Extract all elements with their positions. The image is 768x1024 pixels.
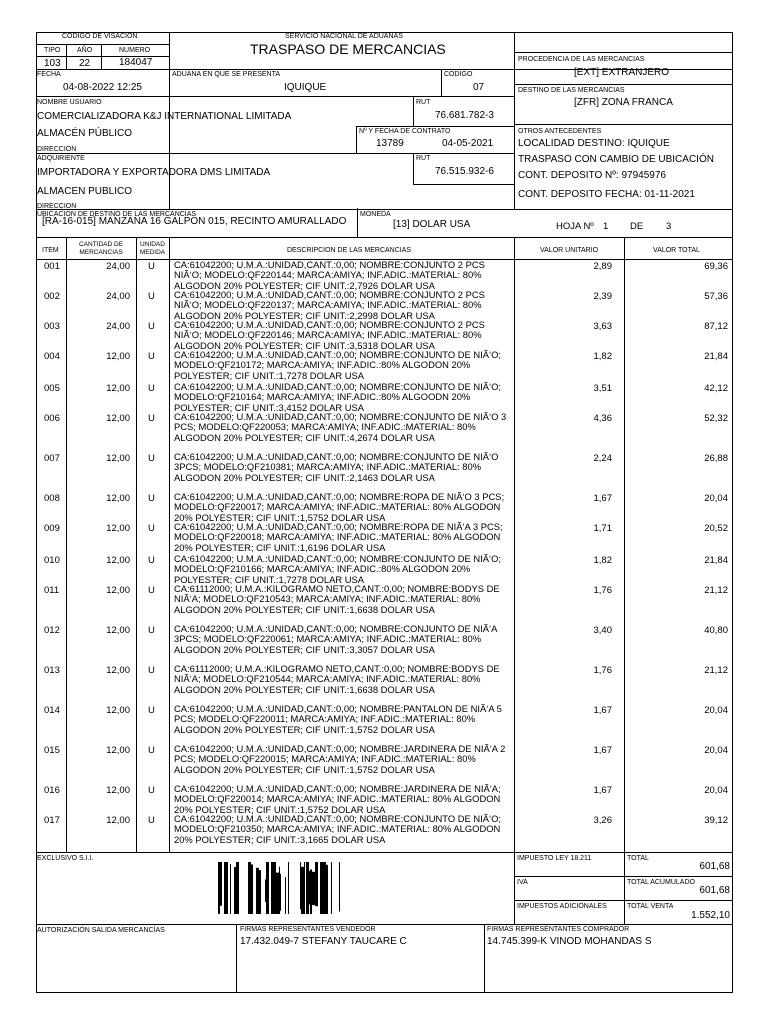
barcode-bar bbox=[331, 862, 332, 914]
autorizacion-label: AUTORIZACIÓN SALIDA MERCANCÍAS bbox=[37, 927, 165, 934]
row-item: 002 bbox=[44, 291, 60, 302]
row-item: 007 bbox=[44, 453, 60, 464]
row-descripcion: CA:61042200; U.M.A.:UNIDAD,CANT.:0,00; NOMBRE:CONJUNTO DE NIÃ‘O 3PCS; MODELO:QF210381; MARCA:AMIYA; INF.ADIC.:MATERIAL: 80% ALGODON 20% POLYESTER; CIF UNIT.:2,1463 DOLAR USA bbox=[174, 451, 499, 483]
row-unidad: U bbox=[148, 585, 155, 596]
barcode-bar bbox=[227, 862, 228, 914]
row-descripcion: CA:61042200; U.M.A.:UNIDAD,CANT.:0,00; NOMBRE:CONJUNTO 2 PCS NIÃ‘O; MODELO:QF220146; MARCA:AMIYA; INF.ADIC.:MATERIAL: 80% ALGODON 20% POLYESTER; CIF UNIT.:3,5318 DOLAR USA bbox=[174, 319, 485, 351]
otros-label: OTROS ANTECEDENTES bbox=[518, 128, 602, 135]
barcode-bar bbox=[276, 873, 279, 914]
barcode-bar bbox=[310, 869, 312, 914]
barcode-bar bbox=[280, 874, 281, 911]
divider bbox=[136, 237, 137, 852]
barcode-bar bbox=[224, 862, 227, 914]
col-item-header: ITEM bbox=[42, 247, 59, 254]
row-valor-total: 20,04 bbox=[704, 705, 728, 716]
servicio-label: SERVICIO NACIONAL DE ADUANAS bbox=[285, 33, 403, 40]
rut-label: RUT bbox=[416, 99, 431, 106]
total-value: 601,68 bbox=[699, 861, 730, 872]
numero-value: 184047 bbox=[119, 57, 153, 68]
barcode-bar bbox=[266, 862, 269, 914]
divider bbox=[514, 52, 733, 53]
ano-value: 22 bbox=[79, 58, 91, 69]
row-descripcion: CA:61042200; U.M.A.:UNIDAD,CANT.:0,00; NOMBRE:ROPA DE NIÃ‘A 3 PCS; MODELO:QF220018; MARCA:AMIYA; INF.ADIC.:MATERIAL: 80% ALGODON 20% POLYESTER; CIF UNIT.:1,6196 DOLAR USA bbox=[174, 521, 503, 553]
iva-label: IVA bbox=[517, 879, 528, 886]
divider bbox=[36, 852, 733, 853]
barcode-bar bbox=[230, 864, 231, 914]
barcode-bar bbox=[312, 872, 315, 905]
row-unidad: U bbox=[148, 351, 155, 362]
impuestos-adicionales-label: IMPUESTOS ADICIONALES bbox=[517, 903, 607, 910]
row-item: 001 bbox=[44, 261, 60, 272]
row-item: 013 bbox=[44, 665, 60, 676]
row-cantidad: 12,00 bbox=[106, 555, 130, 566]
divider bbox=[236, 924, 237, 993]
row-unidad: U bbox=[148, 555, 155, 566]
divider bbox=[514, 124, 733, 125]
barcode-bar bbox=[288, 862, 289, 914]
divider bbox=[36, 209, 733, 210]
row-valor-unitario: 2,89 bbox=[593, 261, 612, 272]
row-unidad: U bbox=[148, 493, 155, 504]
divider bbox=[514, 84, 733, 85]
row-valor-unitario: 1,67 bbox=[593, 493, 612, 504]
divider bbox=[169, 237, 170, 852]
row-unidad: U bbox=[148, 815, 155, 826]
row-cantidad: 12,00 bbox=[106, 383, 130, 394]
firmas-vendedor-label: FIRMAS REPRESENTANTES VENDEDOR bbox=[240, 926, 376, 933]
otros-line-1: LOCALIDAD DESTINO: IQUIQUE bbox=[518, 138, 670, 149]
row-valor-total: 20,04 bbox=[704, 785, 728, 796]
divider bbox=[413, 184, 514, 185]
impuesto-label: IMPUESTO LEY 18.211 bbox=[517, 855, 592, 862]
barcode-bar bbox=[323, 862, 326, 914]
barcode-bar bbox=[259, 870, 261, 914]
codigo-value: 07 bbox=[473, 82, 485, 93]
row-cantidad: 12,00 bbox=[106, 493, 130, 504]
divider bbox=[514, 852, 515, 924]
usuario-value: COMERCIALIZADORA K&J INTERNATIONAL LIMITADA bbox=[37, 111, 292, 122]
codigo-visacion-label: CODIGO DE VISACION bbox=[62, 33, 138, 40]
de-label: DE bbox=[630, 221, 644, 232]
row-unidad: U bbox=[148, 523, 155, 534]
row-unidad: U bbox=[148, 745, 155, 756]
divider bbox=[36, 96, 515, 97]
divider bbox=[413, 97, 414, 127]
row-unidad: U bbox=[148, 665, 155, 676]
divider bbox=[357, 208, 358, 237]
row-valor-unitario: 2,24 bbox=[593, 453, 612, 464]
barcode-bar bbox=[274, 862, 276, 914]
hoja-total: 3 bbox=[666, 221, 672, 232]
row-valor-total: 52,32 bbox=[704, 413, 728, 424]
total-acumulado-label: TOTAL ACUMULADO bbox=[627, 879, 695, 886]
row-valor-unitario: 1,76 bbox=[593, 585, 612, 596]
row-item: 005 bbox=[44, 383, 60, 394]
col-valor-total-header: VALOR TOTAL bbox=[653, 247, 700, 254]
ubicacion-value: [RA-16-015] MANZANA 16 GALPON 015, RECINTO AMURALLADO bbox=[42, 216, 347, 227]
row-item: 016 bbox=[44, 785, 60, 796]
row-valor-total: 40,80 bbox=[704, 625, 728, 636]
row-cantidad: 12,00 bbox=[106, 453, 130, 464]
row-item: 017 bbox=[44, 815, 60, 826]
barcode-bar bbox=[279, 867, 280, 914]
aduana-label: ADUANA EN QUE SE PRESENTA bbox=[172, 71, 281, 78]
direccion-label-2: DIRECCION bbox=[37, 203, 77, 210]
adquiriente-label: ADQUIRIENTE bbox=[37, 155, 85, 162]
divider bbox=[514, 32, 515, 210]
row-descripcion: CA:61042200; U.M.A.:UNIDAD,CANT.:0,00; NOMBRE:CONJUNTO DE NIÃ‘A 3PCS; MODELO:QF220061; MARCA:AMIYA; INF.ADIC.:MATERIAL: 80% ALGODON 20% POLYESTER; CIF UNIT.:3,3057 DOLAR USA bbox=[174, 623, 497, 655]
row-unidad: U bbox=[148, 321, 155, 332]
row-unidad: U bbox=[148, 453, 155, 464]
divider bbox=[66, 45, 67, 69]
tipo-value: 103 bbox=[44, 58, 61, 69]
row-valor-total: 69,36 bbox=[704, 261, 728, 272]
contrato-label: Nº Y FECHA DE CONTRATO bbox=[359, 128, 451, 135]
otros-line-2: TRASPASO CON CAMBIO DE UBICACIÓN bbox=[518, 154, 714, 165]
barcode-bar bbox=[234, 867, 236, 914]
row-unidad: U bbox=[148, 261, 155, 272]
destino-value: [ZFR] ZONA FRANCA bbox=[574, 97, 673, 108]
row-descripcion: CA:61042200; U.M.A.:UNIDAD,CANT.:0,00; NOMBRE:CONJUNTO DE NIÃ‘O; MODELO:QF210172; MARCA:AMIYA; INF.ADIC.:80% ALGODON 20% POLYESTER; CIF UNIT.:1,7278 DOLAR USA bbox=[174, 349, 501, 381]
barcode-bar bbox=[218, 862, 220, 914]
divider bbox=[36, 924, 733, 925]
barcode-bar bbox=[271, 862, 274, 914]
total-venta-label: TOTAL VENTA bbox=[627, 903, 674, 910]
divider bbox=[66, 237, 67, 852]
divider bbox=[36, 237, 733, 238]
row-descripcion: CA:61042200; U.M.A.:UNIDAD,CANT.:0,00; NOMBRE:CONJUNTO DE NIÃ‘O; MODELO:QF210164; MARCA:AMIYA; INF.ADIC.:80% ALGOODN 20% POLYESTER; CIF UNIT.:3,4152 DOLAR USA bbox=[174, 381, 501, 413]
row-cantidad: 12,00 bbox=[106, 665, 130, 676]
barcode-bar bbox=[248, 862, 251, 914]
barcode-bar bbox=[309, 871, 310, 905]
ano-label: AÑO bbox=[77, 47, 93, 54]
row-valor-total: 87,12 bbox=[704, 321, 728, 332]
barcode-bar bbox=[326, 865, 328, 914]
row-descripcion: CA:61042200; U.M.A.:UNIDAD,CANT.:0,00; NOMBRE:CONJUNTO 2 PCS NIÃ‘O; MODELO:QF220144; MARCA:AMIYA; INF.ADIC.:MATERIAL: 80% ALGODON 20% POLYESTER; CIF UNIT.:2,7926 DOLAR USA bbox=[174, 259, 485, 291]
col-descripcion-header: DESCRIPCION DE LAS MERCANCIAS bbox=[287, 247, 412, 254]
barcode-bar bbox=[320, 862, 323, 914]
row-valor-unitario: 1,67 bbox=[593, 745, 612, 756]
divider bbox=[484, 924, 485, 993]
row-valor-unitario: 3,26 bbox=[593, 815, 612, 826]
barcode-bar bbox=[236, 862, 239, 914]
fecha-label: FECHA bbox=[37, 71, 61, 78]
procedencia-value: [EXT] EXTRANJERO bbox=[574, 67, 670, 78]
row-item: 012 bbox=[44, 625, 60, 636]
divider bbox=[624, 852, 625, 924]
destino-label: DESTINO DE LAS MERCANCIAS bbox=[518, 87, 625, 94]
row-valor-unitario: 2,39 bbox=[593, 291, 612, 302]
row-unidad: U bbox=[148, 785, 155, 796]
row-valor-unitario: 3,40 bbox=[593, 625, 612, 636]
exclusivo-label: EXCLUSIVO S.I.I. bbox=[37, 855, 94, 862]
row-valor-total: 57,36 bbox=[704, 291, 728, 302]
adquiriente-value: IMPORTADORA Y EXPORTADORA DMS LIMITADA bbox=[37, 167, 271, 178]
row-valor-total: 20,04 bbox=[704, 493, 728, 504]
hoja-value: 1 bbox=[603, 221, 609, 232]
barcode-bar bbox=[300, 862, 301, 909]
row-descripcion: CA:61042200; U.M.A.:UNIDAD,CANT.:0,00; NOMBRE:CONJUNTO 2 PCS NIÃ‘O; MODELO:QF220137; MARCA:AMIYA; INF.ADIC.:MATERIAL: 80% ALGODON 20% POLYESTER; CIF UNIT.:2,2998 DOLAR USA bbox=[174, 289, 485, 321]
row-descripcion: CA:61112000; U.M.A.:KILOGRAMO NETO,CANT.:0,00; NOMBRE:BODYS DE NIÃ‘A; MODELO:QF210544; MARCA:AMIYA; INF.ADIC.:MATERIAL: 80% ALGODON 20% POLYESTER; CIF UNIT.:1,6638 DOLAR USA bbox=[174, 663, 500, 695]
row-valor-unitario: 1,67 bbox=[593, 705, 612, 716]
divider bbox=[624, 237, 625, 852]
barcode-bar bbox=[251, 864, 253, 914]
divider bbox=[441, 69, 442, 96]
total-label: TOTAL bbox=[627, 855, 649, 862]
barcode-bar bbox=[339, 862, 340, 912]
adquiriente-rut: 76.515.932-6 bbox=[435, 166, 494, 177]
usuario-direccion: ALMACÉN PÚBLICO bbox=[37, 128, 133, 139]
row-valor-unitario: 1,82 bbox=[593, 555, 612, 566]
row-descripcion: CA:61042200; U.M.A.:UNIDAD,CANT.:0,00; NOMBRE:JARDINERA DE NIÃ‘A 2 PCS; MODELO:QF220015; MARCA:AMIYA; INF.ADIC.:MATERIAL: 80% ALGODON 20% POLYESTER; CIF UNIT.:1,5752 DOLAR USA bbox=[174, 743, 506, 775]
divider bbox=[356, 126, 357, 154]
moneda-value: [13] DOLAR USA bbox=[393, 219, 471, 230]
row-cantidad: 24,00 bbox=[106, 291, 130, 302]
row-unidad: U bbox=[148, 625, 155, 636]
row-valor-total: 20,04 bbox=[704, 745, 728, 756]
divider bbox=[413, 153, 414, 185]
barcode-bar bbox=[285, 877, 286, 914]
row-valor-total: 21,12 bbox=[704, 585, 728, 596]
row-item: 010 bbox=[44, 555, 60, 566]
row-unidad: U bbox=[148, 705, 155, 716]
row-valor-total: 21,84 bbox=[704, 555, 728, 566]
barcode-bar bbox=[304, 862, 305, 914]
numero-label: NUMERO bbox=[119, 47, 151, 54]
row-valor-unitario: 1,71 bbox=[593, 523, 612, 534]
row-item: 011 bbox=[44, 585, 60, 596]
total-acumulado-value: 601,68 bbox=[699, 885, 730, 896]
row-valor-total: 21,12 bbox=[704, 665, 728, 676]
ubicacion-label: UBICACION DE DESTINO DE LAS MERCANCIAS bbox=[37, 211, 197, 218]
barcode bbox=[218, 862, 340, 914]
aduana-value: IQUIQUE bbox=[284, 82, 327, 93]
barcode-bar bbox=[301, 867, 304, 914]
moneda-label: MONEDA bbox=[360, 211, 391, 218]
row-cantidad: 24,00 bbox=[106, 261, 130, 272]
rut-label-2: RUT bbox=[416, 155, 431, 162]
otros-line-4: CONT. DEPOSITO FECHA: 01-11-2021 bbox=[518, 189, 695, 200]
direccion-label: DIRECCION bbox=[37, 146, 77, 153]
col-valor-unitario-header: VALOR UNITARIO bbox=[540, 247, 599, 254]
row-unidad: U bbox=[148, 383, 155, 394]
divider bbox=[356, 126, 514, 127]
firma-comprador: 14.745.399-K VINOD MOHANDAS S bbox=[487, 936, 652, 947]
firmas-comprador-label: FIRMAS REPRESENTANTES COMPRADOR bbox=[487, 926, 630, 933]
row-valor-unitario: 3,51 bbox=[593, 383, 612, 394]
row-cantidad: 12,00 bbox=[106, 413, 130, 424]
adquiriente-direccion: ALMACEN PUBLICO bbox=[37, 186, 133, 197]
row-descripcion: CA:61042200; U.M.A.:UNIDAD,CANT.:0,00; NOMBRE:CONJUNTO DE NIÃ‘O; MODELO:QF210350; MARCA:AMIYA; INF.ADIC.:MATERIAL: 80% ALGODON 20% POLYESTER; CIF UNIT.:3,1665 DOLAR USA bbox=[174, 813, 501, 845]
divider bbox=[514, 876, 733, 877]
row-descripcion: CA:61042200; U.M.A.:UNIDAD,CANT.:0,00; NOMBRE:JARDINERA DE NIÃ‘A; MODELO:QF220014; MARCA:AMIYA; INF.ADIC.:MATERIAL: 80% ALGODON 20% POLYESTER; CIF UNIT.:1,5752 DOLAR USA bbox=[174, 783, 501, 815]
row-valor-total: 39,12 bbox=[704, 815, 728, 826]
col-cantidad-header: CANTIDAD DE MERCANCIAS bbox=[78, 241, 124, 256]
row-item: 008 bbox=[44, 493, 60, 504]
row-valor-total: 26,88 bbox=[704, 453, 728, 464]
row-unidad: U bbox=[148, 291, 155, 302]
row-cantidad: 24,00 bbox=[106, 321, 130, 332]
row-item: 009 bbox=[44, 523, 60, 534]
row-valor-total: 21,84 bbox=[704, 351, 728, 362]
hoja-label: HOJA Nº bbox=[556, 221, 594, 232]
row-item: 003 bbox=[44, 321, 60, 332]
row-valor-unitario: 3,63 bbox=[593, 321, 612, 332]
row-cantidad: 12,00 bbox=[106, 815, 130, 826]
row-valor-unitario: 1,76 bbox=[593, 665, 612, 676]
row-valor-unitario: 1,67 bbox=[593, 785, 612, 796]
tipo-label: TIPO bbox=[44, 47, 61, 54]
row-item: 006 bbox=[44, 413, 60, 424]
codigo-label: CODIGO bbox=[444, 71, 473, 78]
divider bbox=[101, 45, 102, 69]
row-cantidad: 12,00 bbox=[106, 705, 130, 716]
row-item: 015 bbox=[44, 745, 60, 756]
barcode-bar bbox=[256, 868, 259, 914]
barcode-bar bbox=[307, 862, 309, 914]
barcode-bar bbox=[306, 862, 307, 914]
divider bbox=[36, 44, 169, 45]
divider bbox=[36, 153, 515, 154]
row-cantidad: 12,00 bbox=[106, 351, 130, 362]
procedencia-label: PROCEDENCIA DE LAS MERCANCIAS bbox=[518, 56, 645, 63]
divider bbox=[514, 237, 515, 852]
fecha-value: 04-08-2022 12:25 bbox=[63, 82, 142, 93]
row-descripcion: CA:61042200; U.M.A.:UNIDAD,CANT.:0,00; NOMBRE:CONJUNTO DE NIÃ‘O 3 PCS; MODELO:QF220053; MARCA:AMIYA; INF.ADIC.:MATERIAL: 80% ALGODON 20% POLYESTER; CIF UNIT.:4,2674 DOLAR USA bbox=[174, 411, 507, 443]
row-valor-unitario: 1,82 bbox=[593, 351, 612, 362]
row-valor-unitario: 4,36 bbox=[593, 413, 612, 424]
row-cantidad: 12,00 bbox=[106, 625, 130, 636]
row-valor-total: 20,52 bbox=[704, 523, 728, 534]
divider bbox=[514, 900, 733, 901]
row-descripcion: CA:61042200; U.M.A.:UNIDAD,CANT.:0,00; NOMBRE:CONJUNTO DE NIÃ‘O; MODELO:QF210166; MARCA:AMIYA; INF.ADIC.:80% ALGODON 20% POLYESTER; CIF UNIT.:1,7278 DOLAR USA bbox=[174, 553, 501, 585]
row-descripcion: CA:61112000; U.M.A.:KILOGRAMO NETO,CANT.:0,00; NOMBRE:BODYS DE NIÃ‘A; MODELO:QF210543; MARCA:AMIYA; INF.ADIC.:MATERIAL: 80% ALGODON 20% POLYESTER; CIF UNIT.:1,6638 DOLAR USA bbox=[174, 583, 500, 615]
firma-vendedor: 17.432.049-7 STEFANY TAUCARE C bbox=[240, 936, 407, 947]
row-cantidad: 12,00 bbox=[106, 745, 130, 756]
row-cantidad: 12,00 bbox=[106, 523, 130, 534]
row-cantidad: 12,00 bbox=[106, 585, 130, 596]
row-descripcion: CA:61042200; U.M.A.:UNIDAD,CANT.:0,00; NOMBRE:ROPA DE NIÃ‘O 3 PCS; MODELO:QF220017; MARCA:AMIYA; INF.ADIC.:MATERIAL: 80% ALGODON 20% POLYESTER; CIF UNIT.:1,5752 DOLAR USA bbox=[174, 491, 505, 523]
contrato-fecha: 04-05-2021 bbox=[442, 138, 494, 149]
row-valor-total: 42,12 bbox=[704, 383, 728, 394]
col-unidad-header: UNIDAD MEDIDA bbox=[139, 241, 166, 256]
barcode-bar bbox=[315, 862, 318, 906]
barcode-bar bbox=[220, 862, 222, 906]
row-cantidad: 12,00 bbox=[106, 785, 130, 796]
total-venta-value: 1.552,10 bbox=[691, 910, 730, 921]
document-title: TRASPASO DE MERCANCIAS bbox=[250, 41, 446, 57]
otros-line-3: CONT. DEPOSITO Nº: 97945976 bbox=[518, 170, 666, 181]
row-item: 014 bbox=[44, 705, 60, 716]
usuario-rut: 76.681.782-3 bbox=[435, 110, 494, 121]
contrato-numero: 13789 bbox=[376, 138, 404, 149]
usuario-label: NOMBRE USUARIO bbox=[37, 99, 102, 106]
barcode-bar bbox=[265, 879, 266, 902]
row-item: 004 bbox=[44, 351, 60, 362]
row-descripcion: CA:61042200; U.M.A.:UNIDAD,CANT.:0,00; NOMBRE:PANTALON DE NIÃ‘A 5 PCS; MODELO:QF220011; MARCA:AMIYA; INF.ADIC.:MATERIAL: 80% ALGODON 20% POLYESTER; CIF UNIT.:1,5752 DOLAR USA bbox=[174, 703, 502, 735]
row-unidad: U bbox=[148, 413, 155, 424]
